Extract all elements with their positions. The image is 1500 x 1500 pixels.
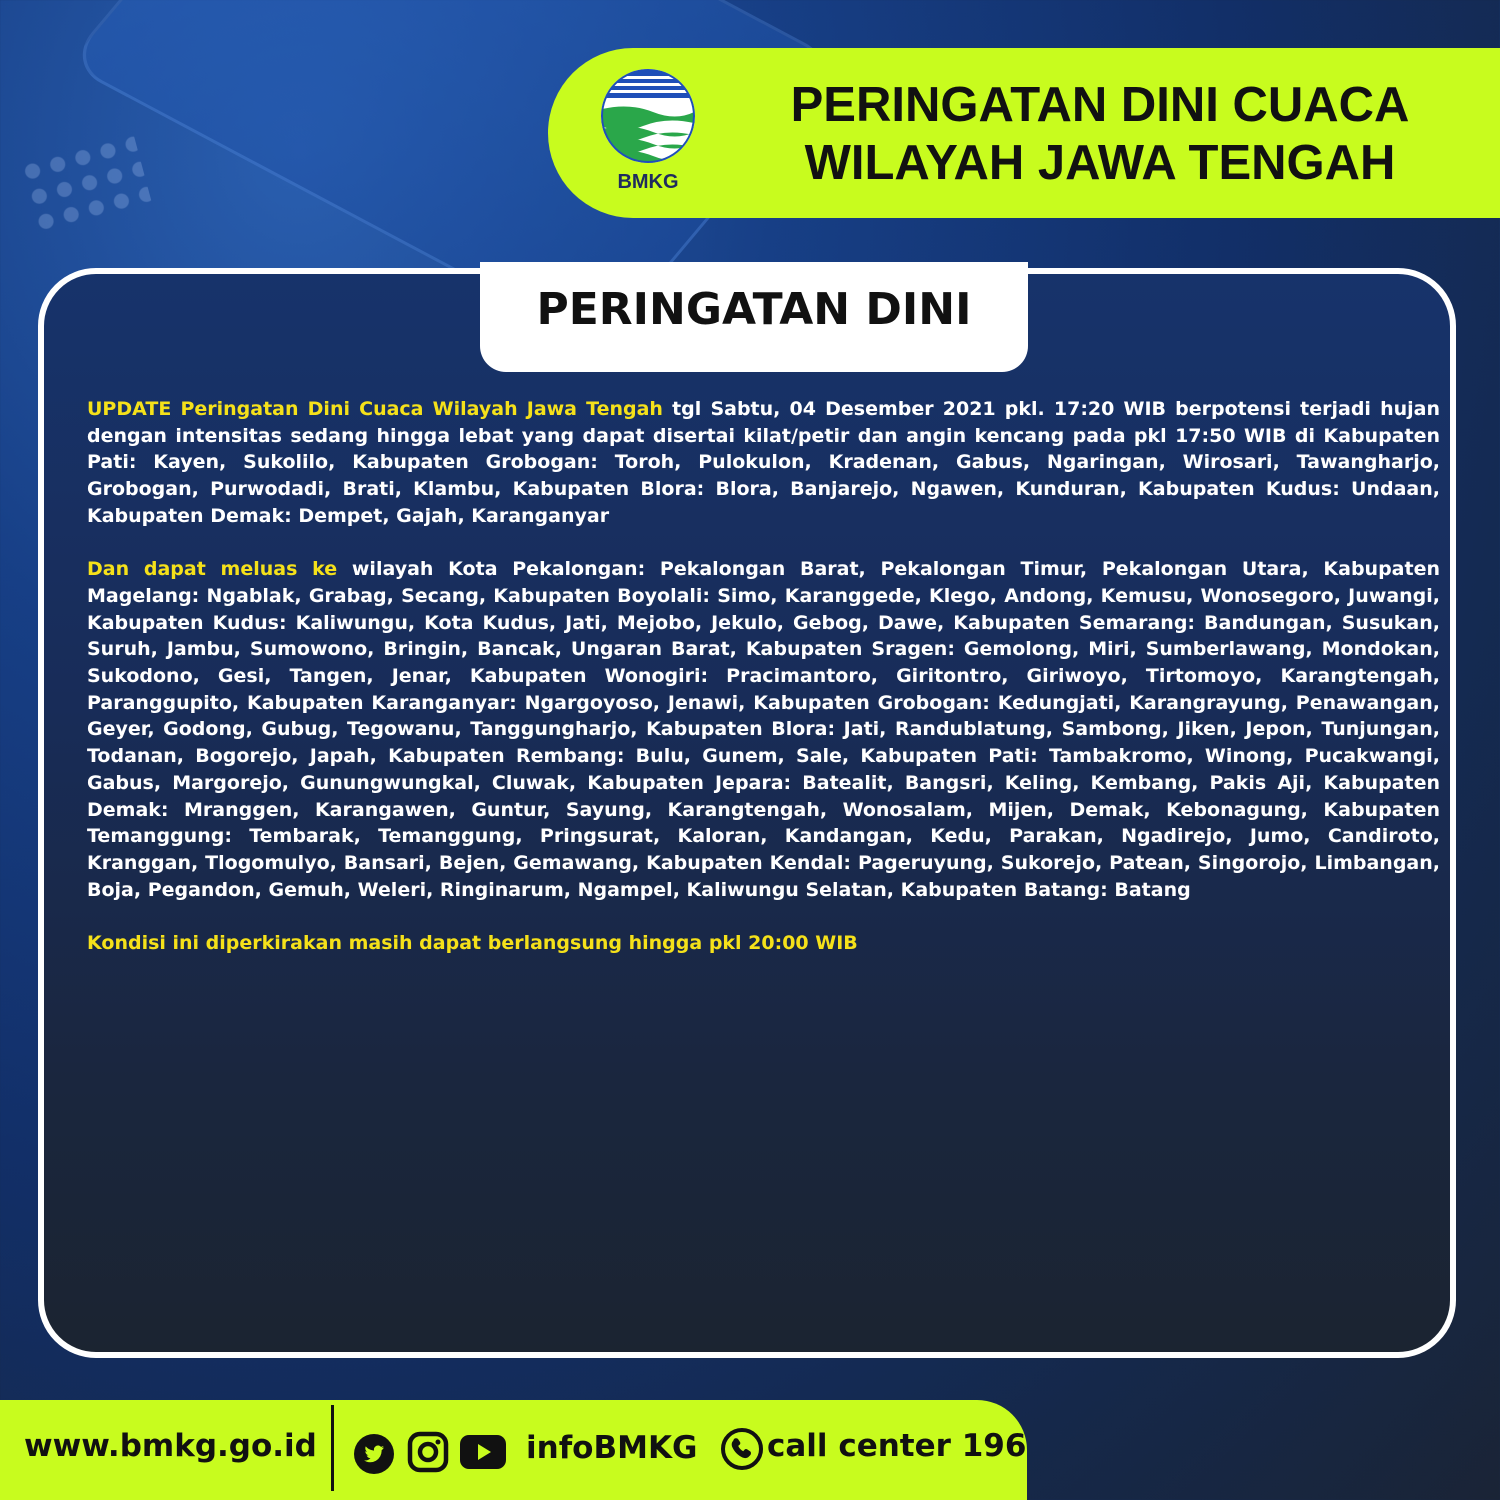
paragraph-2-text: wilayah Kota Pekalongan: Pekalongan Barat, Pekalongan Timur, Pekalongan Utara, Kabupaten Magelang: Ngablak, Grabag, Secang, Kabupaten Boyolali: Simo, Karanggede, Klego, Andong, Kemusu, Wonosegoro, Juwangi, Kabupaten Kudus: Kaliwungu, Kota Kudus, Jati, Mejobo, Jekulo, Gebog, Dawe, Kabupaten Semarang: Bandungan, Susukan, Suruh, Jambu, Sumowono, Bringin, Bancak, Ungaran Barat, Kabupaten Sragen: Gemolong, Miri, Sumberlawang, Mondokan, Sukodono, Gesi, Tangen, Jenar, Kabupaten Wonogiri: Pracimantoro, Giritontro, Giriwoyo, Tirtomoyo, Karangtengah, Paranggupito, Kabupaten Karanganyar: Ngargoyoso, Jenawi, Kabupaten Grobogan: Kedungjati, Karangrayung, Penawangan, Geyer, Godong, Gubug, Tegowanu, Tanggungharjo, Kabupaten Blora: Jati, Randublatung, Sambong, Jiken, Jepon, Tunjungan, Todanan, Bogorejo, Japah, Kabupaten Rembang: Bulu, Gunem, Sale, Kabupaten Pati: Tambakromo, Winong, Pucakwangi, Gabus, Margorejo, Gunungwungkal, Cluwak, Kabupaten Jepara: Batealit, Bangsri, Keling, Kembang, Pakis Aji, Kabupaten Demak: Mranggen, Karangawen, Guntur, Sayung, Karangtengah, Wonosalam, Mijen, Demak, Kebonagung, Kabupaten Temanggung: Tembarak, Temanggung, Pringsurat, Kaloran, Kandangan, Kedu, Parakan, Ngadirejo, Jumo, Candiroto, Kranggan, Tlogomulyo, Bansari, Bejen, Gemawang, Kabupaten Kendal: Pageruyung, Sukorejo, Patean, Singorojo, Limbangan, Boja, Pegandon, Gemuh, Weleri, Ringinarum, Ngampel, Kaliwungu Selatan, Kabupaten Batang: Batang: [87, 558, 1440, 901]
page-title: [740, 76, 1460, 192]
warning-paragraph-2: [87, 556, 1440, 903]
footer-divider: [331, 1405, 334, 1491]
website-link[interactable]: www.bmkg.go.id: [24, 1428, 317, 1464]
update-highlight: UPDATE Peringatan Dini Cuaca Wilayah Jawa Tengah: [87, 398, 663, 420]
paragraph-1-text: tgl Sabtu, 04 Desember 2021 pkl. 17:20 WIB berpotensi terjadi hujan dengan intensitas sedang hingga lebat yang dapat disertai kilat/petir dan angin kencang pada pkl 17:50 WIB di Kabupaten Pati: Kayen, Sukolilo, Kabupaten Grobogan: Toroh, Pulokulon, Kradenan, Gabus, Ngaringan, Wirosari, Tawangharjo, Grobogan, Purwodadi, Brati, Klambu, Kabupaten Blora: Blora, Banjarejo, Ngawen, Kunduran, Kabupaten Kudus: Undaan, Kabupaten Demak: Dempet, Gajah, Karanganyar: [87, 398, 1440, 527]
panel-title: PERINGATAN DINI: [536, 284, 972, 335]
warning-paragraph-1: [87, 396, 1440, 530]
expansion-highlight: Dan dapat meluas ke: [87, 558, 338, 581]
title-line-1: PERINGATAN DINI CUACA: [790, 78, 1410, 132]
social-handle[interactable]: infoBMKG: [526, 1430, 698, 1466]
phone-icon: [720, 1427, 764, 1471]
title-line-2: WILAYAH JAWA TENGAH: [804, 136, 1396, 190]
warning-content: [87, 396, 1440, 983]
youtube-icon[interactable]: [460, 1435, 506, 1469]
bmkg-logo-icon: [598, 68, 698, 193]
duration-note: Kondisi ini diperkirakan masih dapat berlangsung hingga pkl 20:00 WIB: [87, 932, 858, 955]
call-center-number[interactable]: call center 196: [767, 1428, 1027, 1464]
background-keypad-illustration: [17, 131, 154, 239]
twitter-icon[interactable]: [353, 1433, 395, 1475]
instagram-icon[interactable]: [407, 1431, 449, 1473]
logo-text: BMKG: [617, 171, 679, 193]
